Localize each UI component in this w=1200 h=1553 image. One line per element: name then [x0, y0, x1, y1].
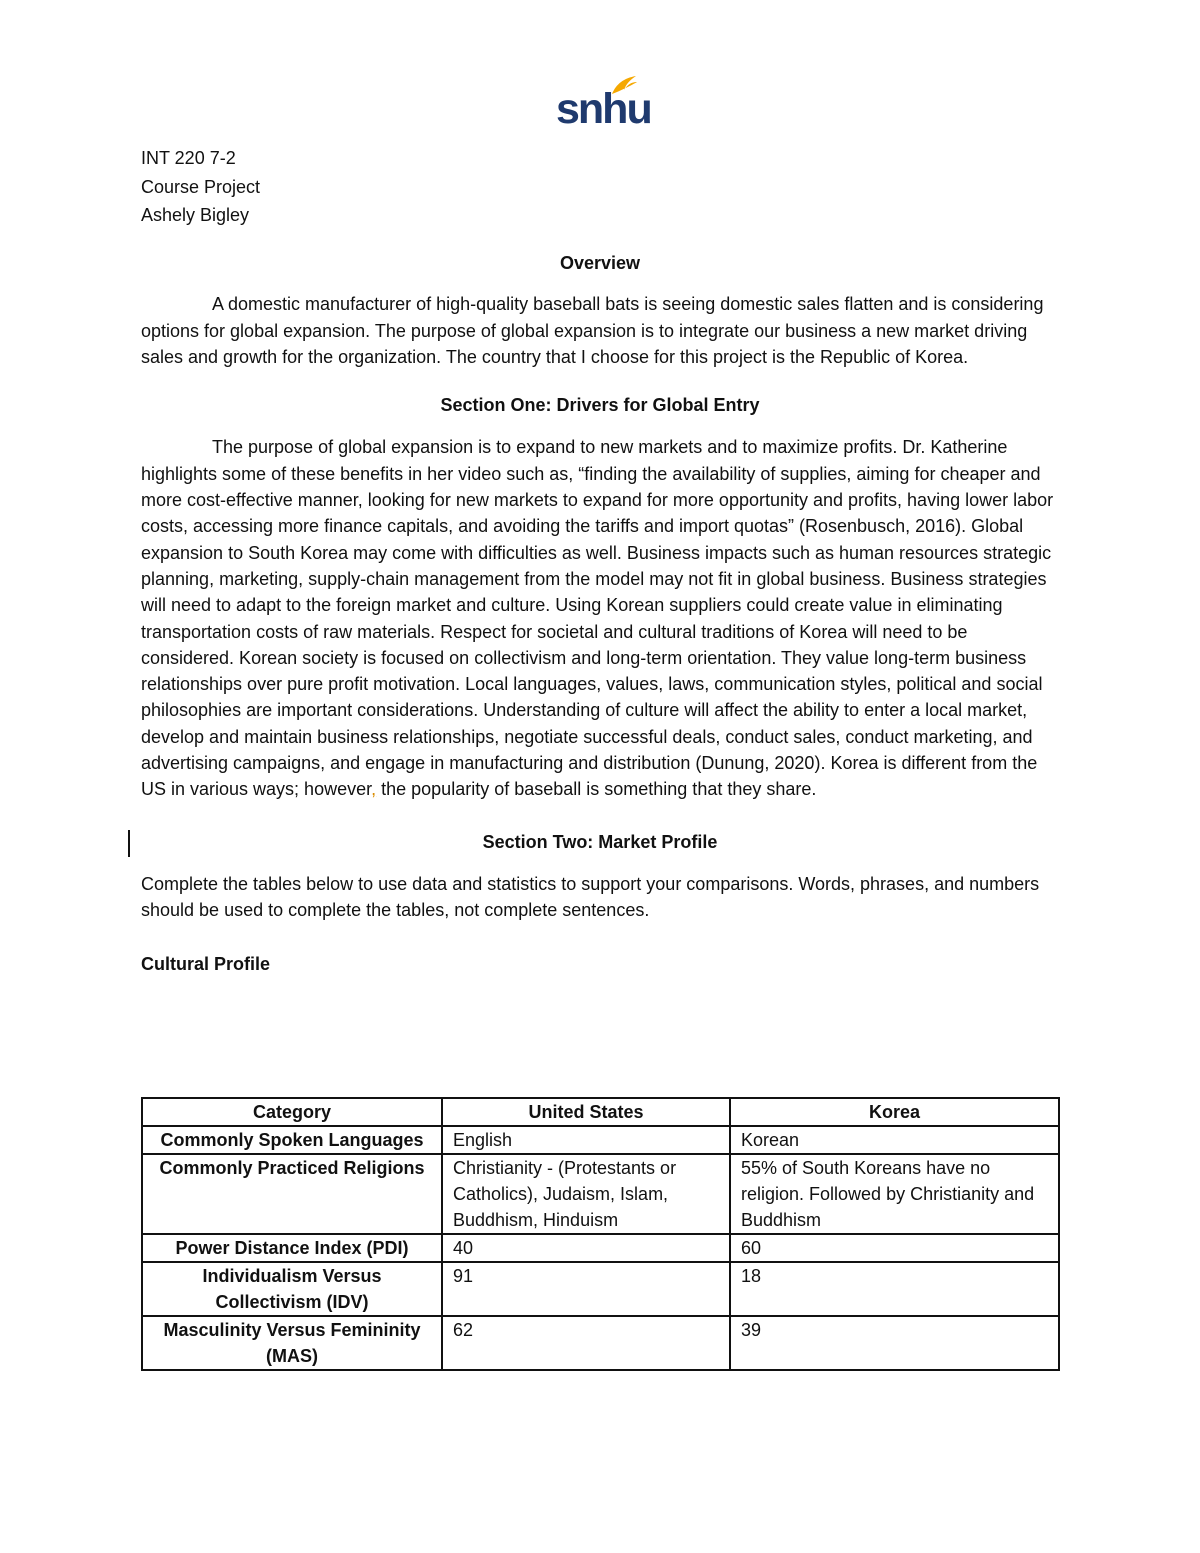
table-row — [142, 1262, 1059, 1316]
cultural-profile-heading: Cultural Profile — [141, 953, 271, 974]
tracked-comma: , — [371, 779, 377, 800]
row-korea-value: 18 — [730, 1262, 1059, 1316]
table-row — [142, 1234, 1059, 1262]
cultural-profile-table — [141, 1097, 1060, 1371]
document-header — [141, 144, 260, 230]
header-united-states: United States — [442, 1098, 730, 1126]
section-one-text-end: the popularity of baseball is something that they share. — [376, 779, 817, 800]
row-us-value: 91 — [442, 1262, 730, 1316]
table-row — [142, 1316, 1059, 1370]
snhu-logo — [556, 74, 651, 134]
row-us-value: Christianity - (Protestants or Catholics), Judaism, Islam, Buddhism, Hinduism — [442, 1154, 730, 1234]
row-category: Masculinity Versus Femininity (MAS) — [142, 1316, 442, 1370]
row-us-value: 62 — [442, 1316, 730, 1370]
table-header-row — [142, 1098, 1059, 1126]
overview-heading: Overview — [559, 253, 641, 273]
row-korea-value: 39 — [730, 1316, 1059, 1370]
row-category: Individualism Versus Collectivism (IDV) — [142, 1262, 442, 1316]
row-category: Commonly Spoken Languages — [142, 1126, 442, 1154]
logo-wordmark: snhu — [556, 85, 651, 133]
table-row — [142, 1126, 1059, 1154]
author-name: Ashely Bigley — [141, 205, 250, 225]
row-us-value: English — [442, 1126, 730, 1154]
table-row — [142, 1154, 1059, 1234]
document-body — [141, 250, 1059, 977]
row-us-value: 40 — [442, 1234, 730, 1262]
course-code: INT 220 7-2 — [141, 148, 236, 168]
project-title: Course Project — [141, 176, 261, 197]
row-category: Power Distance Index (PDI) — [142, 1234, 442, 1262]
section-one-heading: Section One: Drivers for Global Entry — [440, 395, 760, 416]
section-two-paragraph: Complete the tables below to use data and statistics to support your comparisons. Words, phrases, and numbers should be used to complete the tables, not complete sentences. — [141, 873, 1040, 921]
row-korea-value: 60 — [730, 1234, 1059, 1262]
row-korea-value: Korean — [730, 1126, 1059, 1154]
row-korea-value: 55% of South Koreans have no religion. Followed by Christianity and Buddhism — [730, 1154, 1059, 1234]
header-category: Category — [142, 1098, 442, 1126]
section-one-paragraph — [141, 434, 1059, 802]
header-korea: Korea — [730, 1098, 1059, 1126]
row-category: Commonly Practiced Religions — [142, 1154, 442, 1234]
section-one-text: The purpose of global expansion is to expand to new markets and to maximize profits. Dr. Katherine highlights some of these benefits in her video such as, “finding the availability of supplies, aiming for cheaper and more cost-effective manner, looking for new markets to expand for more opportunity and profits, having lower labor costs, accessing more finance capitals, and avoiding the tariffs and import quotas” (Rosenbusch, 2016). Global expansion to South Korea may come with difficulties as well. Business impacts such as human resources strategic planning, marketing, supply-chain management from the model may not fit in global business. Business strategies will need to adapt to the foreign market and culture. Using Korean suppliers could create value in eliminating transportation costs of raw materials. Respect for societal and cultural traditions of Korea will need to be considered. Korean society is focused on collectivism and long-term orientation. They value long-term business relationships over pure profit motivation. Local languages, values, laws, communication styles, political and social philosophies are important considerations. Understanding of culture will affect the ability to enter a local market, develop and maintain business relationships, negotiate successful deals, conduct sales, conduct marketing, and advertising campaigns, and engage in manufacturing and distribution (Dunung, 2020). Korea is different from the US in various ways; however — [141, 437, 1054, 800]
overview-paragraph: A domestic manufacturer of high-quality baseball bats is seeing domestic sales flatten and is considering options for global expansion. The purpose of global expansion is to integrate our business a new market driving sales and growth for the organization. The country that I choose for this project is the Republic of Korea. — [141, 294, 1044, 367]
text-cursor — [128, 830, 130, 857]
section-two-heading: Section Two: Market Profile — [482, 831, 718, 852]
